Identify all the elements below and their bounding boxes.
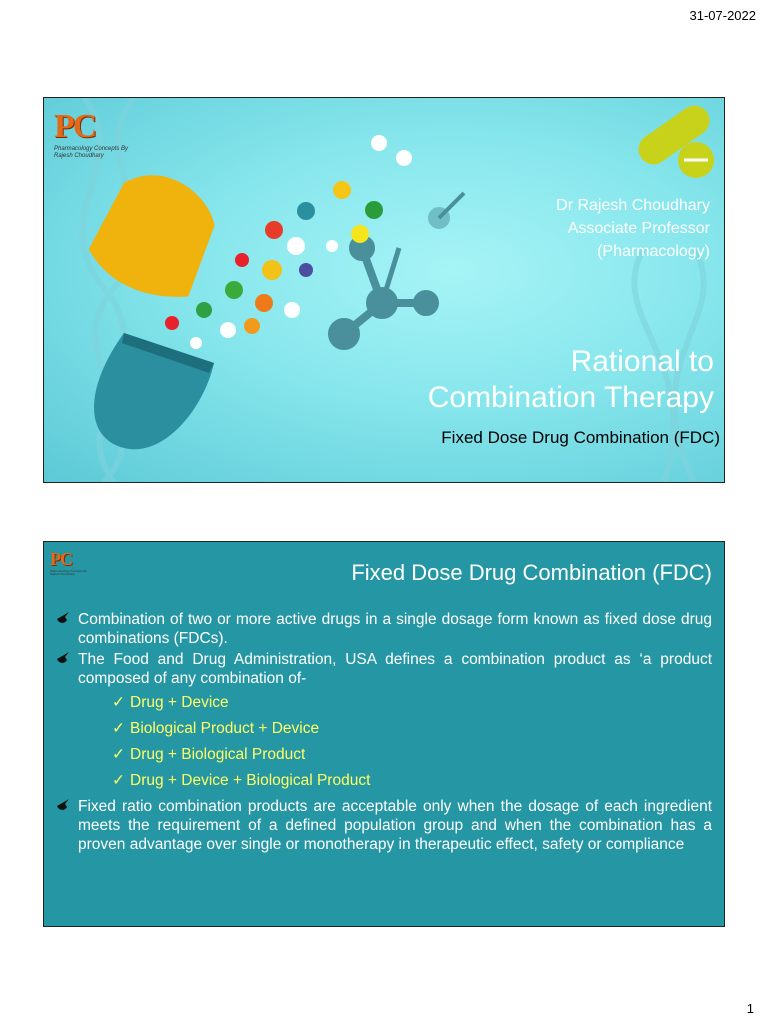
page-number: 1 bbox=[746, 1001, 754, 1016]
title-slide bbox=[43, 97, 725, 483]
logo-subtitle: Pharmacology Concepts By Rajesh Choudhary bbox=[50, 569, 88, 576]
slide-title: Fixed Dose Drug Combination (FDC) bbox=[351, 560, 712, 585]
slide-illustration bbox=[44, 98, 724, 482]
pointing-hand-icon bbox=[56, 798, 70, 812]
author-name: Dr Rajesh Choudhary bbox=[556, 197, 710, 214]
sub-item: ✓ Drug + Device bbox=[112, 694, 229, 711]
author-department: (Pharmacology) bbox=[597, 243, 710, 260]
logo bbox=[54, 110, 144, 160]
bullet-item: The Food and Drug Administration, USA defines a combination product as ‘a product composed of any combination of- bbox=[56, 650, 712, 688]
molecule-decoration bbox=[332, 193, 464, 346]
sub-item: ✓ Drug + Device + Biological Product bbox=[112, 772, 371, 789]
sub-item: ✓ Biological Product + Device bbox=[112, 720, 320, 737]
logo-mark: PC bbox=[54, 108, 96, 145]
title-line-2: Combination Therapy bbox=[427, 381, 714, 414]
checkmark-icon: ✓ bbox=[112, 746, 125, 763]
bullet-item: Combination of two or more active drugs in a single dosage form known as fixed dose drug combinations (FDCs). bbox=[56, 610, 712, 648]
title-line-1: Rational to bbox=[570, 345, 714, 378]
slide-content bbox=[56, 610, 712, 856]
sub-item: ✓ Drug + Biological Product bbox=[112, 746, 306, 763]
capsule-teal-half bbox=[94, 333, 214, 449]
logo-small bbox=[50, 550, 92, 576]
logo-mark: PC bbox=[50, 549, 72, 569]
bullet-item: Fixed ratio combination products are acceptable only when the dosage of each ingredient meets the requirement of a defined population group and when the combination has a proven advantage over single or monotherapy in therapeutic effect, safety or compliance bbox=[56, 797, 712, 854]
slide-subtitle: Fixed Dose Drug Combination (FDC) bbox=[441, 428, 720, 447]
checkmark-icon: ✓ bbox=[112, 720, 125, 737]
pointing-hand-icon bbox=[56, 651, 70, 665]
slide-title bbox=[428, 344, 714, 416]
logo-subtitle: Pharmacology Concepts By Rajesh Choudhary bbox=[54, 146, 129, 159]
content-slide bbox=[43, 541, 725, 927]
date-label: 31-07-2022 bbox=[689, 8, 756, 23]
author-block bbox=[556, 194, 710, 263]
pills-icon bbox=[633, 100, 716, 178]
pointing-hand-icon bbox=[56, 611, 70, 625]
checkmark-icon: ✓ bbox=[112, 772, 125, 789]
checkmark-icon: ✓ bbox=[112, 694, 125, 711]
author-position: Associate Professor bbox=[567, 220, 710, 237]
